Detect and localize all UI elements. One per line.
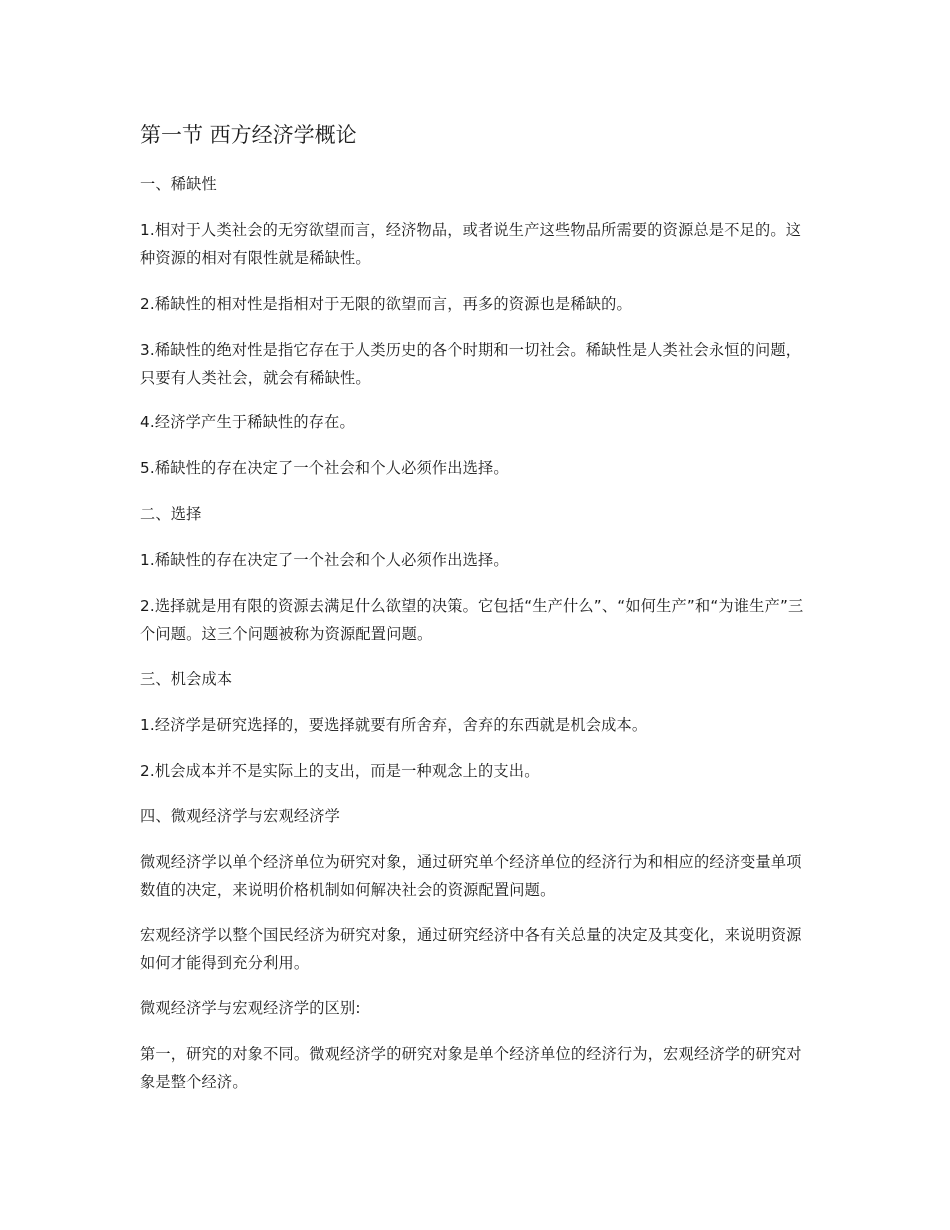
paragraph: 1.相对于人类社会的无穷欲望而言，经济物品，或者说生产这些物品所需要的资源总是不足的。这种资源的相对有限性就是稀缺性。 [140, 221, 802, 267]
paragraph: 4.经济学产生于稀缺性的存在。 [140, 413, 355, 431]
section-heading-choice: 二、选择 [140, 505, 202, 523]
paragraph: 1.稀缺性的存在决定了一个社会和个人必须作出选择。 [140, 551, 509, 569]
paragraph: 宏观经济学以整个国民经济为研究对象，通过研究经济中各有关总量的决定及其变化，来说明资源如何才能得到充分利用。 [140, 926, 802, 972]
paragraph: 1.经济学是研究选择的，要选择就要有所舍弃，舍弃的东西就是机会成本。 [140, 716, 648, 734]
paragraph: 微观经济学与宏观经济学的区别: [140, 999, 361, 1017]
section-heading-scarcity: 一、稀缺性 [140, 175, 217, 193]
paragraph: 2.稀缺性的相对性是指相对于无限的欲望而言，再多的资源也是稀缺的。 [140, 295, 632, 313]
paragraph: 5.稀缺性的存在决定了一个社会和个人必须作出选择。 [140, 459, 509, 477]
paragraph: 2.选择就是用有限的资源去满足什么欲望的决策。它包括“生产什么”、“如何生产”和“为谁生产”三个问题。这三个问题被称为资源配置问题。 [140, 597, 804, 643]
paragraph: 第一，研究的对象不同。微观经济学的研究对象是单个经济单位的经济行为，宏观经济学的研究对象是整个经济。 [140, 1045, 802, 1091]
paragraph: 微观经济学以单个经济单位为研究对象，通过研究单个经济单位的经济行为和相应的经济变量单项数值的决定，来说明价格机制如何解决社会的资源配置问题。 [140, 853, 802, 899]
paragraph: 2.机会成本并不是实际上的支出，而是一种观念上的支出。 [140, 762, 540, 780]
page-title: 第一节 西方经济学概论 [140, 123, 357, 147]
section-heading-micro-macro: 四、微观经济学与宏观经济学 [140, 807, 341, 825]
paragraph: 3.稀缺性的绝对性是指它存在于人类历史的各个时期和一切社会。稀缺性是人类社会永恒的问题，只要有人类社会，就会有稀缺性。 [140, 341, 802, 387]
section-heading-opportunity-cost: 三、机会成本 [140, 670, 233, 688]
